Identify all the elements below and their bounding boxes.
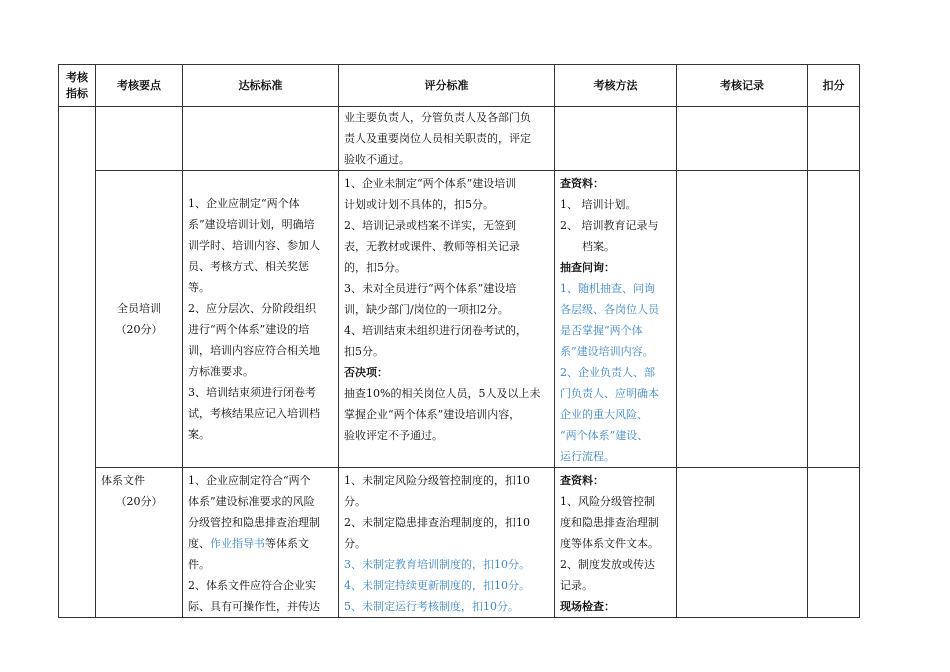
key-point-cell <box>96 171 183 468</box>
method-cell <box>555 171 677 468</box>
scoring-line: 分。 <box>344 495 366 508</box>
standard-line: 体系”建设标准要求的风险 <box>188 495 315 508</box>
scoring-line: 4、培训结束未组织进行闭卷考试的， <box>344 324 527 337</box>
key-point-cell <box>96 468 183 618</box>
deduction-cell <box>808 107 860 171</box>
header-key-points: 考核要点 <box>96 65 183 107</box>
scoring-line: 训，缺少部门/岗位的一项扣2分。 <box>344 303 509 316</box>
record-cell <box>677 468 808 618</box>
standard-line: 等。 <box>188 281 210 294</box>
method-line: 2、制度发放或传达 <box>560 558 655 571</box>
scoring-line: 表，无教材或课件、教师等相关记录 <box>344 240 520 253</box>
scoring-line: 1、未制定风险分级管控制度的，扣10 <box>344 474 530 487</box>
standard-cell <box>183 107 339 171</box>
key-point-score: （20分） <box>115 495 163 508</box>
method-cell <box>555 107 677 171</box>
standard-line: 试，考核结果应记入培训档 <box>188 407 320 420</box>
method-title: 现场检查： <box>560 600 615 613</box>
method-line: 2、 培训教育记录与 <box>560 219 659 232</box>
scoring-line: 分。 <box>344 537 366 550</box>
method-line: 度等体系文件文本。 <box>560 537 659 550</box>
header-standard: 达标标准 <box>183 65 339 107</box>
key-point-cell <box>96 107 183 171</box>
standard-line: 3、培训结束须进行闭卷考 <box>188 386 316 399</box>
method-title: 抽查问询： <box>560 261 615 274</box>
indicator-cell <box>59 107 96 618</box>
method-line: 1、随机抽查、问询 <box>560 282 655 295</box>
standard-line: 员、考核方式、相关奖惩 <box>188 260 309 273</box>
standard-line <box>188 533 333 554</box>
method-title: 查资料： <box>560 474 604 487</box>
table-row <box>59 468 860 618</box>
deduction-cell <box>808 171 860 468</box>
key-point-name: 体系文件 <box>101 474 145 487</box>
key-point-name: 全员培训 <box>117 302 161 315</box>
header-deduction: 扣分 <box>808 65 860 107</box>
standard-line: 1、企业应制定“两个体 <box>188 197 300 210</box>
method-line: 记录。 <box>560 579 593 592</box>
standard-text: 度、 <box>188 537 210 550</box>
assessment-table <box>58 64 860 618</box>
record-cell <box>677 171 808 468</box>
method-line: 1、 培训计划。 <box>560 198 637 211</box>
table-row <box>59 107 860 171</box>
method-cell <box>555 468 677 618</box>
method-line: 2、企业负责人、部 <box>560 366 655 379</box>
standard-line: 训，培训内容应符合相关地 <box>188 344 320 357</box>
standard-line: 进行“两个体系”建设的培 <box>188 323 310 336</box>
veto-line: 掌握企业“两个体系”建设培训内容， <box>344 408 521 421</box>
veto-line: 抽查10%的相关岗位人员，5人及以上未 <box>344 387 541 400</box>
scoring-line: 计划或计划不具体的，扣5分。 <box>344 198 494 211</box>
scoring-line: 的，扣5分。 <box>344 261 406 274</box>
scoring-cell <box>339 171 555 468</box>
scoring-line: 4、未制定持续更新制度的，扣10分。 <box>344 579 530 592</box>
deduction-cell <box>808 468 860 618</box>
scoring-line: 2、培训记录或档案不详实，无签到 <box>344 219 516 232</box>
key-point-score: （20分） <box>115 323 163 336</box>
veto-line: 验收评定不予通过。 <box>344 429 443 442</box>
standard-line: 案。 <box>188 428 210 441</box>
scoring-line: 3、未对全员进行“两个体系”建设培 <box>344 282 517 295</box>
table-row <box>59 171 860 468</box>
scoring-cell <box>339 468 555 618</box>
method-line: 企业的重大风险、 <box>560 408 648 421</box>
standard-line: 际、具有可操作性，并传达 <box>188 600 320 613</box>
method-line: 度和隐患排查治理制 <box>560 516 659 529</box>
header-scoring: 评分标准 <box>339 65 555 107</box>
method-line: “两个体系”建设、 <box>560 429 649 442</box>
scoring-line: 责人及重要岗位人员相关职责的，评定 <box>344 132 531 145</box>
standard-line: 系”建设培训计划，明确培 <box>188 218 315 231</box>
standard-line: 2、体系文件应符合企业实 <box>188 579 316 592</box>
standard-text: 等体系文 <box>265 537 309 550</box>
standard-cell <box>183 171 339 468</box>
standard-line: 分级管控和隐患排查治理制 <box>188 516 320 529</box>
header-record: 考核记录 <box>677 65 808 107</box>
veto-title: 否决项： <box>344 366 388 379</box>
record-cell <box>677 107 808 171</box>
scoring-line: 验收不通过。 <box>344 153 410 166</box>
scoring-line: 扣5分。 <box>344 345 384 358</box>
method-line: 是否掌握“两个体 <box>560 324 643 337</box>
scoring-line: 1、企业未制定“两个体系”建设培训 <box>344 177 517 190</box>
scoring-cell <box>339 107 555 171</box>
standard-line: 训学时、培训内容、参加人 <box>188 239 320 252</box>
scoring-line: 3、未制定教育培训制度的，扣10分。 <box>344 558 530 571</box>
assessment-sheet <box>58 64 859 613</box>
standard-line: 2、应分层次、分阶段组织 <box>188 302 316 315</box>
header-row <box>59 65 860 107</box>
header-indicator: 考核 指标 <box>59 65 96 107</box>
standard-line: 方标准要求。 <box>188 365 254 378</box>
standard-cell <box>183 468 339 618</box>
standard-highlight: 作业指导书 <box>210 537 265 550</box>
method-line: 门负责人、应明确本 <box>560 387 659 400</box>
scoring-line: 5、未制定运行考核制度，扣10分。 <box>344 600 519 613</box>
method-line: 运行流程。 <box>560 450 615 463</box>
method-line: 系”建设培训内容。 <box>560 345 654 358</box>
method-title: 查资料： <box>560 177 604 190</box>
scoring-line: 2、未制定隐患排查治理制度的，扣10 <box>344 516 530 529</box>
method-line: 各层级、各岗位人员 <box>560 303 659 316</box>
header-method: 考核方法 <box>555 65 677 107</box>
scoring-line: 业主要负责人，分管负责人及各部门负 <box>344 111 531 124</box>
standard-line: 1、企业应制定符合“两个 <box>188 474 311 487</box>
standard-line: 件。 <box>188 558 210 571</box>
method-line: 档案。 <box>582 240 615 253</box>
method-line: 1、风险分级管控制 <box>560 495 655 508</box>
